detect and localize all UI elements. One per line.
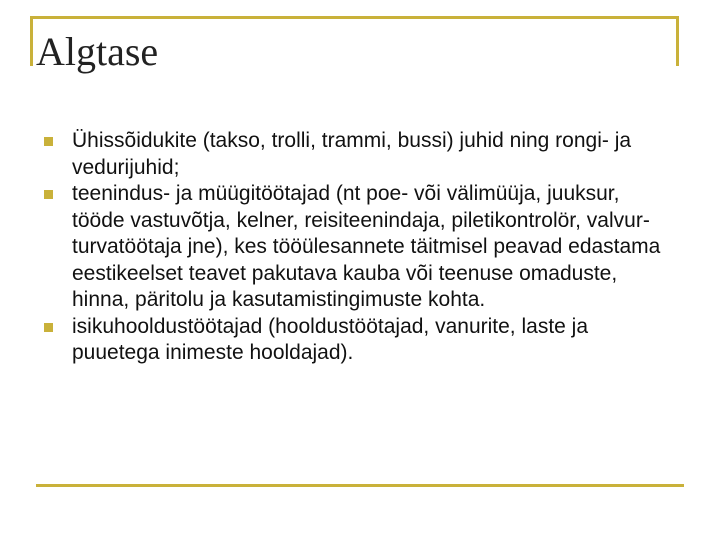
slide-title: Algtase xyxy=(36,29,159,74)
bullet-text: isikuhooldustöötajad (hooldustöötajad, vanurite, laste ja puuetega inimeste hooldajad). xyxy=(72,314,589,364)
bullet-item xyxy=(0,314,672,367)
bullet-text: Ühissõidukite (takso, trolli, trammi, bussi) juhid ning rongi- ja vedurijuhid; xyxy=(72,129,632,179)
square-bullet-icon xyxy=(44,137,53,146)
frame-line-left xyxy=(30,16,33,66)
bullet-item xyxy=(0,181,672,314)
frame-line-top xyxy=(30,16,678,19)
square-bullet-icon xyxy=(44,323,53,332)
bullet-list xyxy=(0,128,720,367)
bullet-text: teenindus- ja müügitöötajad (nt poe- või välimüüja, juuksur, tööde vastuvõtja, kelner, reisiteenindaja, piletikontrolör, valvur-turvatöötaja jne), kes tööülesannete täitmisel peavad edastama eestikeelset teavet pakutava kauba või teenuse omaduste, hinna, päritolu ja kasutamistingimuste kohta. xyxy=(72,182,661,311)
frame-line-bottom xyxy=(36,484,684,487)
frame-line-right xyxy=(676,16,679,66)
square-bullet-icon xyxy=(44,190,53,199)
bullet-item xyxy=(0,128,672,181)
